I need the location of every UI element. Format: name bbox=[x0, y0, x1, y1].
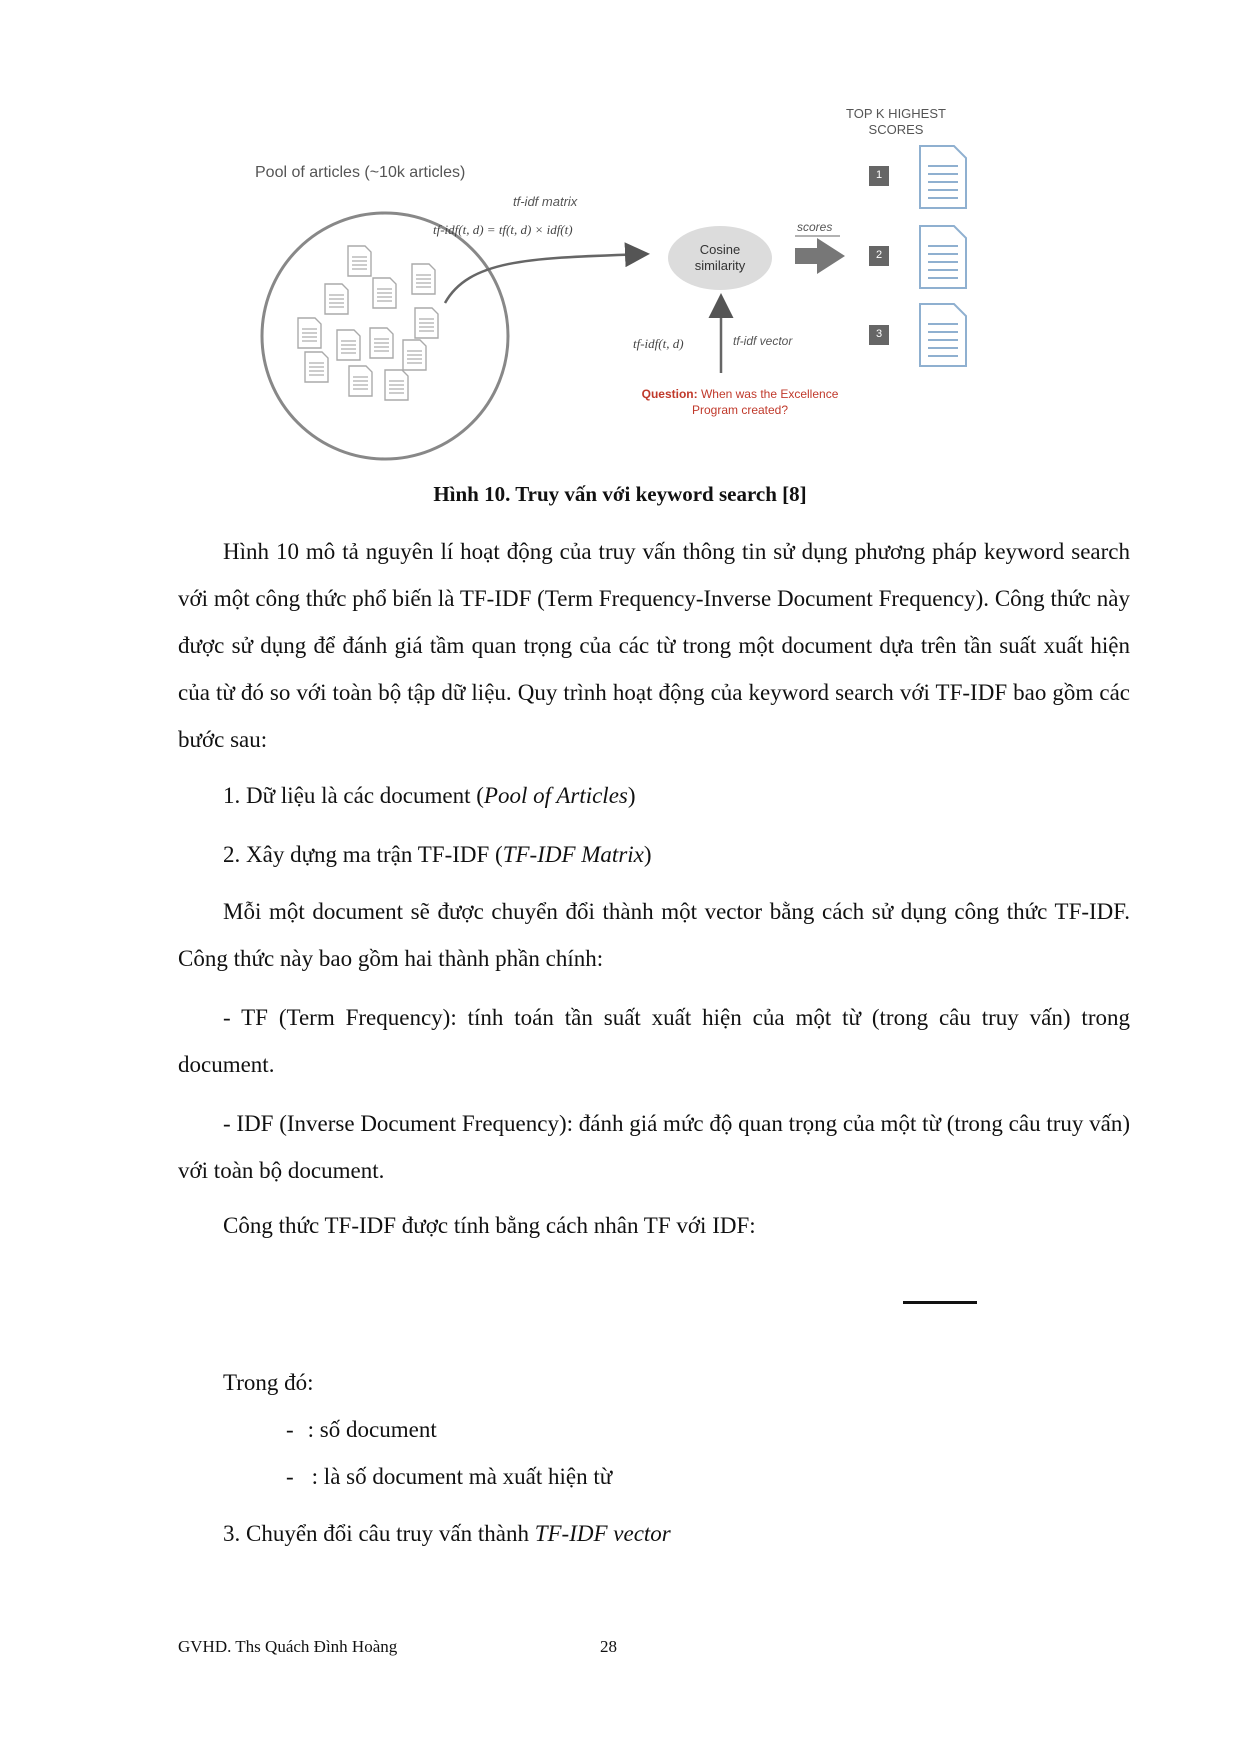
step2-italic: TF-IDF Matrix bbox=[502, 842, 644, 867]
formula-fraction-bar bbox=[903, 1301, 977, 1304]
step-3 bbox=[223, 1521, 671, 1547]
vector-paragraph bbox=[178, 888, 1130, 982]
step3-prefix: 3. Chuyển đổi câu truy vấn thành bbox=[223, 1521, 535, 1546]
tfidf-diagram bbox=[255, 108, 1015, 478]
bullet-2 bbox=[286, 1464, 612, 1490]
top-doc-2-icon bbox=[920, 226, 966, 288]
question-line1: When was the Excellence bbox=[697, 387, 839, 401]
topk-line2: SCORES bbox=[868, 122, 924, 137]
step2-prefix: 2. Xây dựng ma trận TF-IDF ( bbox=[223, 842, 503, 867]
matrix-formula: tf-idf(t, d) = tf(t, d) × idf(t) bbox=[433, 222, 573, 237]
idf-paragraph bbox=[178, 1100, 1130, 1194]
vector-text: Mỗi một document sẽ được chuyển đổi thành một vector bằng cách sử dụng công thức TF-IDF. Công thức này bao gồm hai thành phần chính: bbox=[178, 899, 1130, 971]
tf-paragraph bbox=[178, 994, 1130, 1088]
step3-italic: TF-IDF vector bbox=[534, 1521, 671, 1546]
step2-suffix: ) bbox=[643, 842, 652, 867]
idf-text: - IDF (Inverse Document Frequency): đánh giá mức độ quan trọng của một từ (trong câu truy vấn) với toàn bộ document. bbox=[178, 1111, 1130, 1183]
scores-label: scores bbox=[797, 220, 833, 234]
cosine-line1: Cosine bbox=[699, 242, 741, 257]
step-1 bbox=[223, 783, 636, 809]
formula-intro: Công thức TF-IDF được tính bằng cách nhân TF với IDF: bbox=[223, 1213, 756, 1238]
intro-text: Hình 10 mô tả nguyên lí hoạt động của truy vấn thông tin sử dụng phương pháp keyword search với một công thức phổ biến là TF-IDF (Term Frequency-Inverse Document Frequency). Công thức này được sử dụng để đánh giá tầm quan trọng của các từ trong một document dựa trên tần suất xuất hiện của từ đó so với toàn bộ tập dữ liệu. Quy trình hoạt động của keyword search với TF-IDF bao gồm các bước sau: bbox=[178, 539, 1130, 752]
vector-label: tf-idf vector bbox=[733, 334, 793, 348]
bullet1-text: : số document bbox=[307, 1417, 437, 1442]
topk-line1: TOP K HIGHEST bbox=[846, 106, 946, 121]
where-label: Trong đó: bbox=[223, 1370, 314, 1395]
pool-label: Pool of articles (~10k articles) bbox=[255, 164, 466, 181]
figure-caption: Hình 10. Truy vấn với keyword search [8] bbox=[433, 482, 807, 506]
rank-1: 1 bbox=[875, 169, 883, 181]
step1-prefix: 1. Dữ liệu là các document ( bbox=[223, 783, 484, 808]
footer-advisor: GVHD. Ths Quách Đình Hoàng bbox=[178, 1637, 398, 1656]
cosine-line2: similarity bbox=[694, 258, 746, 273]
page-number: 28 bbox=[600, 1637, 617, 1656]
question-label: Question: bbox=[641, 387, 698, 401]
step1-italic: Pool of Articles bbox=[483, 783, 628, 808]
step-2 bbox=[223, 842, 652, 868]
step1-suffix: ) bbox=[627, 783, 636, 808]
bullet-1 bbox=[286, 1417, 437, 1443]
rank-3: 3 bbox=[875, 328, 883, 340]
matrix-label: tf-idf matrix bbox=[513, 194, 578, 209]
bullet2-text: : là số document mà xuất hiện từ bbox=[311, 1464, 613, 1489]
bullet1-dash: - bbox=[286, 1417, 294, 1442]
top-doc-1-icon bbox=[920, 146, 966, 208]
cosine-label bbox=[668, 242, 772, 274]
question-line2: Program created? bbox=[691, 403, 789, 417]
query-formula: tf-idf(t, d) bbox=[633, 336, 684, 351]
topk-label bbox=[831, 106, 961, 138]
tf-text: - TF (Term Frequency): tính toán tần suất xuất hiện của một từ (trong câu truy vấn) trong document. bbox=[178, 1005, 1130, 1077]
rank-2: 2 bbox=[875, 249, 883, 261]
top-doc-3-icon bbox=[920, 304, 966, 366]
bullet2-dash: - bbox=[286, 1464, 294, 1489]
question-text bbox=[615, 386, 865, 418]
scores-arrow bbox=[795, 238, 845, 274]
intro-paragraph bbox=[178, 528, 1130, 763]
